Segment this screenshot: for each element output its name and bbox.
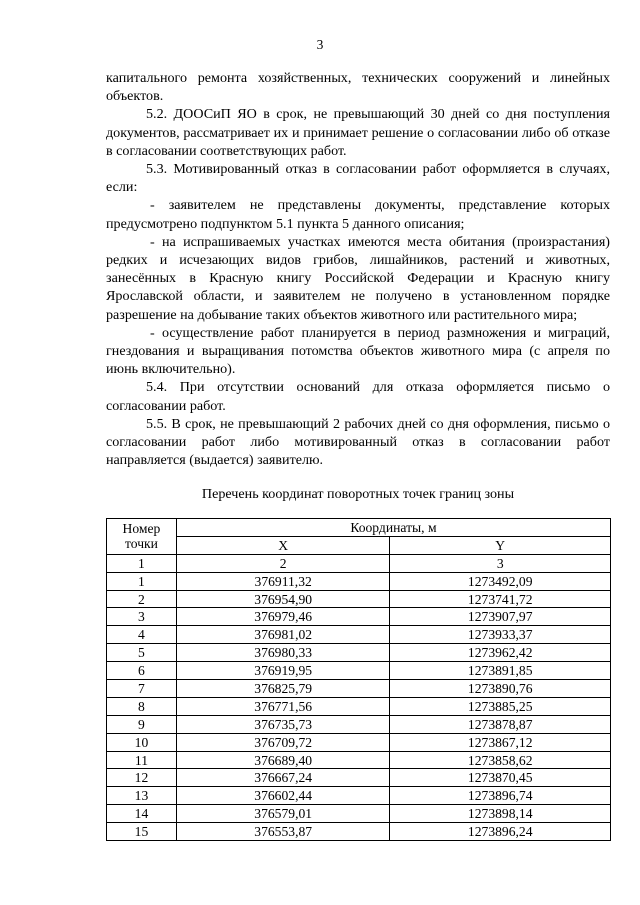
table-row [107,715,611,733]
column-number: 1 [107,554,177,572]
y-coordinate-cell: 1273907,97 [390,608,611,626]
table-row [107,680,611,698]
y-coordinate-cell: 1273933,37 [390,626,611,644]
y-coordinate-cell: 1273896,24 [390,823,611,841]
point-number-cell: 14 [107,805,177,823]
table-row [107,608,611,626]
x-coordinate-cell: 376689,40 [176,751,390,769]
point-number-cell: 9 [107,715,177,733]
x-coordinate-cell: 376667,24 [176,769,390,787]
header-y: Y [390,536,611,554]
paragraph: 5.2. ДООСиП ЯО в срок, не превышающий 30 дней со дня поступления документов, рассматривает их и принимает решение о согласовании либо об отказе в согласовании соответствующих работ. [106,106,610,159]
point-number-cell: 5 [107,644,177,662]
y-coordinate-cell: 1273870,45 [390,769,611,787]
header-point-number: Номер точки [107,519,177,555]
y-coordinate-cell: 1273890,76 [390,680,611,698]
y-coordinate-cell: 1273898,14 [390,805,611,823]
x-coordinate-cell: 376825,79 [176,680,390,698]
table-row [107,644,611,662]
paragraph: капитального ремонта хозяйственных, технических сооружений и линейных объектов. [106,70,610,105]
point-number-cell: 8 [107,697,177,715]
table-row [107,662,611,680]
list-item: - на испрашиваемых участках имеются места обитания (произрастания) редких и исчезающих видов грибов, лишайников, растений и животных, занесённых в Красную книгу Российской Федерации и Красную книгу Ярославской области, и заявителем не получено в установленном порядке разрешение на добывание таких объектов животного или растительного мира; [106,233,610,323]
y-coordinate-cell: 1273896,74 [390,787,611,805]
column-number: 3 [390,554,611,572]
paragraph: 5.3. Мотивированный отказ в согласовании работ оформляется в случаях, если: [106,161,610,196]
x-coordinate-cell: 376911,32 [176,572,390,590]
header-x: X [176,536,390,554]
page-number: 3 [316,37,324,52]
point-number-cell: 4 [107,626,177,644]
table-row [107,572,611,590]
table-row [107,697,611,715]
paragraph: 5.5. В срок, не превышающий 2 рабочих дней со дня оформления, письмо о согласовании работ либо мотивированный отказ в согласовании работ направляется (выдается) заявителю. [106,415,610,469]
table-row [107,626,611,644]
table-row [107,751,611,769]
header-coordinates: Координаты, м [176,519,610,537]
table-row [107,769,611,787]
document-body [106,69,610,469]
x-coordinate-cell: 376771,56 [176,697,390,715]
y-coordinate-cell: 1273962,42 [390,644,611,662]
coordinates-table [106,518,611,841]
point-number-cell: 6 [107,662,177,680]
y-coordinate-cell: 1273741,72 [390,590,611,608]
x-coordinate-cell: 376919,95 [176,662,390,680]
x-coordinate-cell: 376981,02 [176,626,390,644]
x-coordinate-cell: 376579,01 [176,805,390,823]
column-number-row [107,554,611,572]
table-row [107,805,611,823]
y-coordinate-cell: 1273885,25 [390,697,611,715]
paragraph: 5.4. При отсутствии оснований для отказа оформляется письмо о согласовании работ. [106,379,610,414]
list-item: - заявителем не представлены документы, представление которых предусмотрено подпунктом 5.1 пункта 5 данного описания; [106,197,610,232]
x-coordinate-cell: 376979,46 [176,608,390,626]
x-coordinate-cell: 376553,87 [176,823,390,841]
point-number-cell: 2 [107,590,177,608]
point-number-cell: 1 [107,572,177,590]
table-row [107,590,611,608]
list-item: - осуществление работ планируется в период размножения и миграций, гнездования и выращивания потомства объектов животного мира (с апреля по июнь включительно). [106,324,610,378]
point-number-cell: 11 [107,751,177,769]
table-row [107,787,611,805]
x-coordinate-cell: 376954,90 [176,590,390,608]
table-row [107,823,611,841]
x-coordinate-cell: 376980,33 [176,644,390,662]
point-number-cell: 10 [107,733,177,751]
point-number-cell: 3 [107,608,177,626]
y-coordinate-cell: 1273492,09 [390,572,611,590]
y-coordinate-cell: 1273867,12 [390,733,611,751]
table-title: Перечень координат поворотных точек границ зоны [201,486,515,502]
y-coordinate-cell: 1273891,85 [390,662,611,680]
table-header-row [107,536,611,554]
point-number-cell: 15 [107,823,177,841]
y-coordinate-cell: 1273858,62 [390,751,611,769]
point-number-cell: 12 [107,769,177,787]
y-coordinate-cell: 1273878,87 [390,715,611,733]
table-row [107,733,611,751]
table-header-row [107,519,611,537]
point-number-cell: 13 [107,787,177,805]
x-coordinate-cell: 376735,73 [176,715,390,733]
column-number: 2 [176,554,390,572]
x-coordinate-cell: 376602,44 [176,787,390,805]
point-number-cell: 7 [107,680,177,698]
x-coordinate-cell: 376709,72 [176,733,390,751]
